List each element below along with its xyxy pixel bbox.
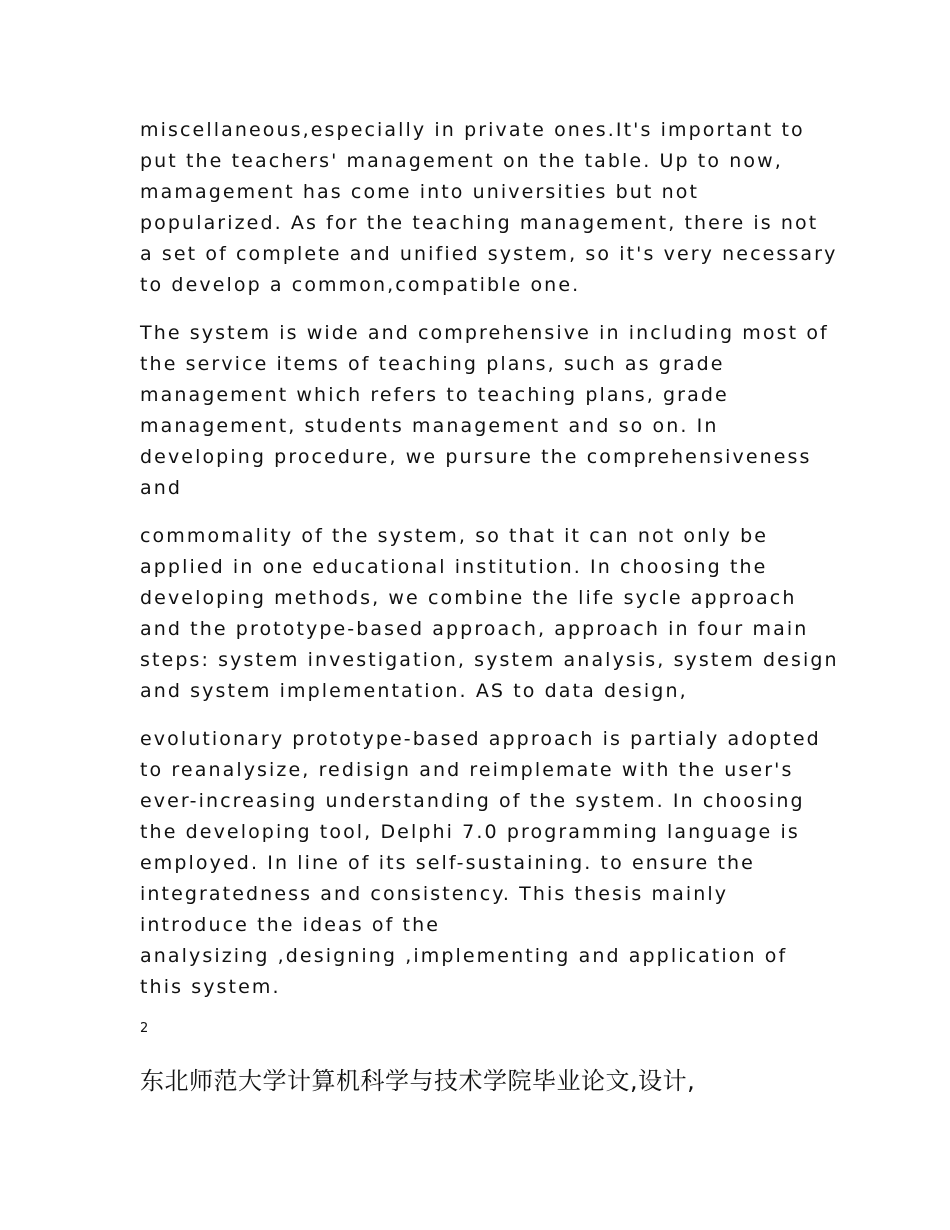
text-line: steps: system investigation, system analysis, system design — [140, 649, 839, 671]
text-line: put the teachers' management on the table. Up to now, — [140, 150, 783, 172]
text-line: evolutionary prototype-based approach is partialy adopted — [140, 728, 821, 750]
text-line: the developing tool, Delphi 7.0 programming language is — [140, 821, 800, 843]
paragraph-3 — [140, 521, 839, 707]
paragraph-1 — [140, 115, 838, 301]
text-line: and system implementation. AS to data design, — [140, 680, 688, 702]
paragraph-4 — [140, 724, 820, 1003]
text-line: employed. In line of its self-sustaining. to ensure the — [140, 852, 755, 874]
text-line: analysizing ,designing ,implementing and application of — [140, 945, 788, 967]
text-line: integratedness and consistency. This thesis mainly — [140, 883, 729, 905]
text-line: introduce the ideas of the — [140, 914, 441, 936]
page-number: 2 — [140, 1021, 149, 1036]
text-line: a set of complete and unified system, so it's very necessary — [140, 243, 838, 265]
document-page — [140, 115, 839, 1098]
text-line: mamagement has come into universities but not — [140, 181, 699, 203]
text-line: commomality of the system, so that it can not only be — [140, 525, 769, 547]
text-line: to develop a common,compatible one. — [140, 274, 581, 296]
text-line: this system. — [140, 976, 281, 998]
paragraph-2 — [140, 318, 829, 504]
text-line: miscellaneous,especially in private ones.It's important to — [140, 119, 805, 141]
text-line: developing procedure, we pursure the comprehensiveness — [140, 446, 812, 468]
text-line: and the prototype-based approach, approach in four main — [140, 618, 809, 640]
footer-title: 东北师范大学计算机科学与技术学院毕业论文,设计, — [140, 1067, 696, 1095]
text-line: ever-increasing understanding of the system. In choosing — [140, 790, 805, 812]
text-line: The system is wide and comprehensive in including most of — [140, 322, 829, 344]
text-line: developing methods, we combine the life sycle approach — [140, 587, 797, 609]
text-line: popularized. As for the teaching management, there is not — [140, 212, 819, 234]
text-line: and — [140, 477, 183, 499]
text-line: to reanalysize, redisign and reimplemate with the user's — [140, 759, 794, 781]
text-line: the service items of teaching plans, such as grade — [140, 353, 725, 375]
text-line: applied in one educational institution. In choosing the — [140, 556, 768, 578]
text-line: management which refers to teaching plans, grade — [140, 384, 729, 406]
text-line: management, students management and so on. In — [140, 415, 719, 437]
